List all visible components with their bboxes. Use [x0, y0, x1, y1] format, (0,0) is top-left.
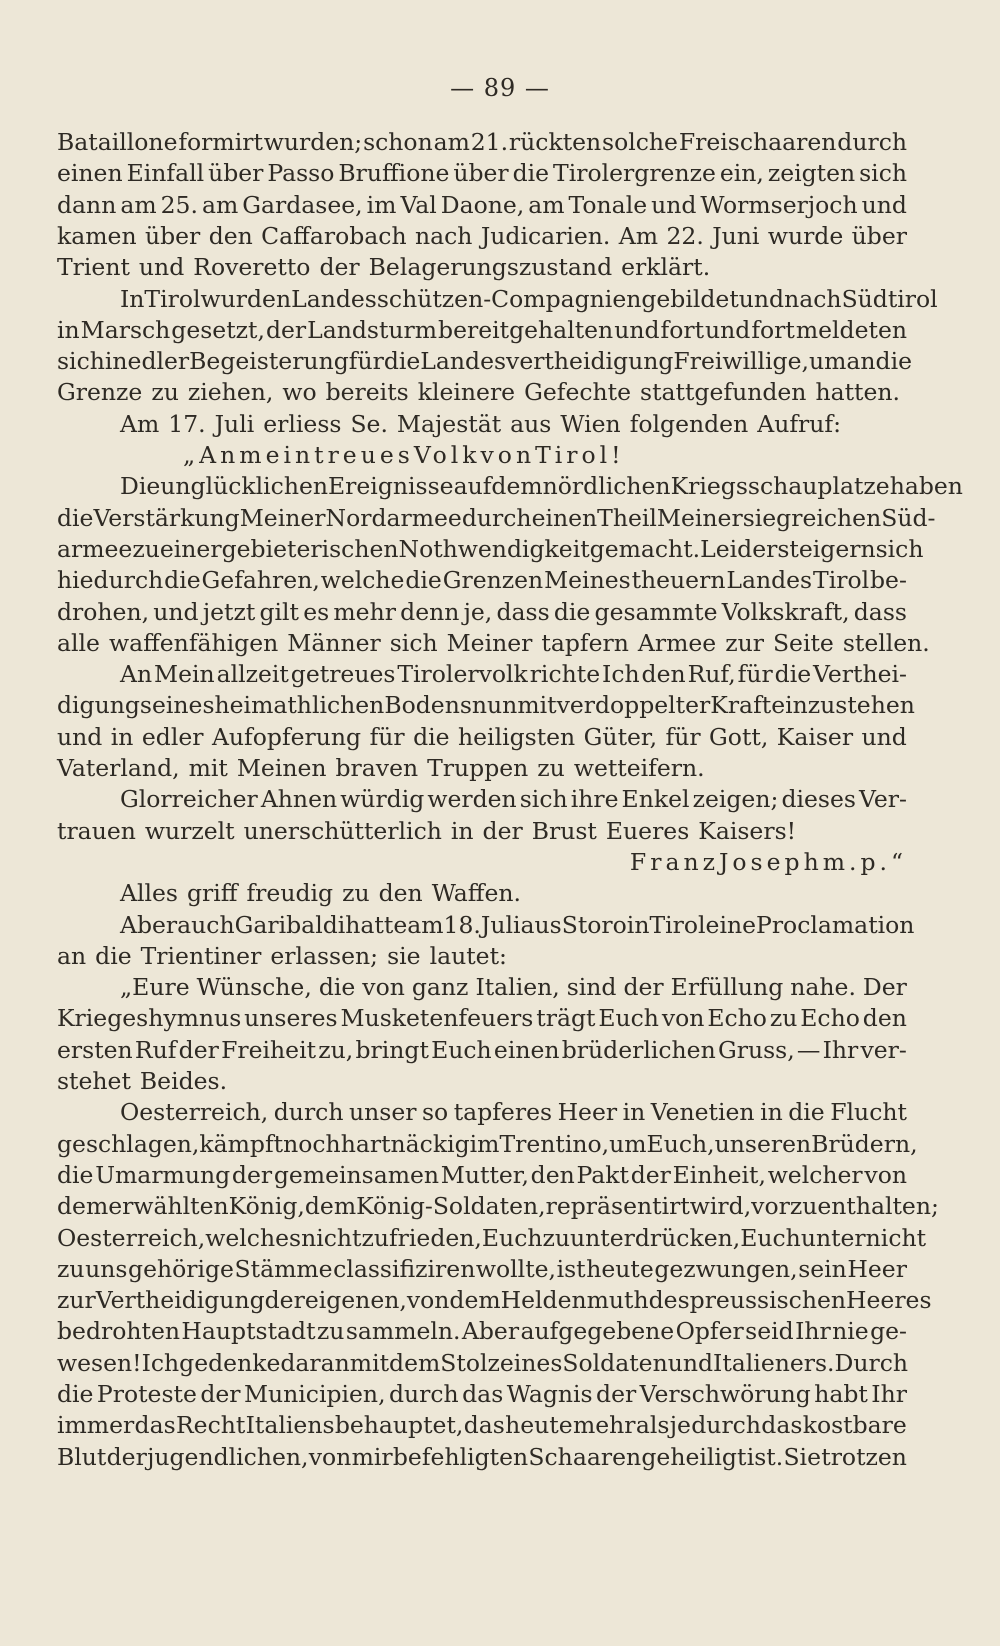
text-line: trauen wurzelt unerschütterlich in der Brust Eueres Kaisers!	[57, 816, 797, 845]
text-line: Aber auch Garibaldi hatte am 18. Juli aus Storo in Tirol eine Proclamation	[120, 910, 915, 939]
text-line: zu uns gehörige Stämme classifiziren wollte, ist heute gezwungen, sein Heer	[57, 1254, 907, 1283]
text-line: „An mein treues Volk von Tirol!	[183, 441, 625, 469]
text-line: Vaterland, mit Meinen braven Truppen zu wetteifern.	[57, 754, 705, 782]
text-line: die Proteste der Municipien, durch das Wagnis der Verschwörung habt Ihr	[57, 1380, 907, 1408]
text-line: Alles griff freudig zu den Waffen.	[120, 879, 522, 908]
text-line: dann am 25. am Gardasee, im Val Daone, am Tonale und Wormserjoch und	[57, 190, 907, 219]
text-line: einen Einfall über Passo Bruffione über die Tirolergrenze ein, zeigten sich	[57, 159, 907, 188]
text-line: dem erwählten König, dem König-Soldaten, repräsentirt wird, vorzuenthalten;	[57, 1192, 939, 1221]
text-line: Franz Joseph m. p.“	[629, 847, 907, 876]
text-line: digung seines heimathlichen Bodens nun mit verdoppelter Kraft einzustehen	[57, 691, 915, 720]
page-number: — 89 —	[450, 74, 550, 102]
text-line: Glorreicher Ahnen würdig werden sich ihre Enkel zeigen; dieses Ver-	[120, 785, 907, 814]
text-line: kamen über den Caffarobach nach Judicarien. Am 22. Juni wurde über	[57, 221, 907, 250]
text-line: alle waffenfähigen Männer sich Meiner tapfern Armee zur Seite stellen.	[57, 628, 930, 657]
text-line: die Umarmung der gemeinsamen Mutter, den Pakt der Einheit, welcher von	[57, 1160, 907, 1189]
text-line: geschlagen, kämpft noch hartnäckig im Trentino, um Euch, unseren Brüdern,	[57, 1129, 918, 1158]
text-line: bedrohten Hauptstadt zu sammeln. Aber aufgegebene Opfer seid Ihr nie ge-	[57, 1317, 907, 1346]
text-line: sich in edler Begeisterung für die Landesvertheidigung Freiwillige, um an die	[57, 347, 913, 376]
text-line: wesen! Ich gedenke daran mit dem Stolz eines Soldaten und Italieners. Durch	[57, 1348, 909, 1377]
text-line: Blut der jugendlichen, von mir befehligten Schaaren geheiligt ist. Sie trotzen	[57, 1442, 907, 1471]
text-line: hiedurch die Gefahren, welche die Grenzen Meines theuern Landes Tirol be-	[57, 566, 907, 595]
text-line: Bataillone formirt wurden; schon am 21. rückten solche Freischaaren durch	[57, 128, 907, 156]
text-line: An Mein allzeit getreues Tirolervolk richte Ich den Ruf, für die Verthei-	[120, 660, 907, 689]
text-line: die Verstärkung Meiner Nordarmee durch einen Theil Meiner siegreichen Süd-	[57, 503, 936, 532]
text-line: und in edler Aufopferung für die heiligsten Güter, für Gott, Kaiser und	[57, 722, 907, 751]
text-line: in Marsch gesetzt, der Landsturm bereitgehalten und fort und fort meldeten	[57, 315, 907, 344]
text-line: immer das Recht Italiens behauptet, das heute mehr als je durch das kostbare	[57, 1411, 907, 1440]
text-line: Kriegeshymnus unseres Musketenfeuers trägt Euch von Echo zu Echo den	[57, 1004, 907, 1033]
text-line: In Tirol wurden Landesschützen-Compagnien gebildet und nach Südtirol	[120, 284, 938, 313]
text-line: zur Vertheidigung der eigenen, von dem Heldenmuth des preussischen Heeres	[57, 1286, 932, 1315]
text-line: ersten Ruf der Freiheit zu, bringt Euch einen brüderlichen Gruss, — Ihr ver-	[57, 1035, 907, 1064]
text-line: Oesterreich, welches nicht zufrieden, Euch zu unterdrücken, Euch unter nicht	[57, 1223, 927, 1252]
text-line: Am 17. Juli erliess Se. Majestät aus Wien folgenden Aufruf:	[120, 409, 842, 438]
text-line: armee zu einer gebieterischen Nothwendigkeit gemacht. Leider steigern sich	[57, 534, 924, 563]
text-line: an die Trientiner erlassen; sie lautet:	[57, 941, 507, 970]
text-line: Die unglücklichen Ereignisse auf dem nördlichen Kriegsschauplatze haben	[120, 472, 963, 501]
text-line: Trient und Roveretto der Belagerungszustand erklärt.	[57, 253, 711, 282]
text-line: Grenze zu ziehen, wo bereits kleinere Gefechte stattgefunden hatten.	[57, 378, 900, 407]
text-line: „Eure Wünsche, die von ganz Italien, sind der Erfüllung nahe. Der	[120, 973, 907, 1002]
text-line: drohen, und jetzt gilt es mehr denn je, dass die gesammte Volkskraft, dass	[57, 597, 907, 626]
text-line: stehet Beides.	[57, 1067, 228, 1095]
text-line: Oesterreich, durch unser so tapferes Heer in Venetien in die Flucht	[120, 1098, 907, 1127]
